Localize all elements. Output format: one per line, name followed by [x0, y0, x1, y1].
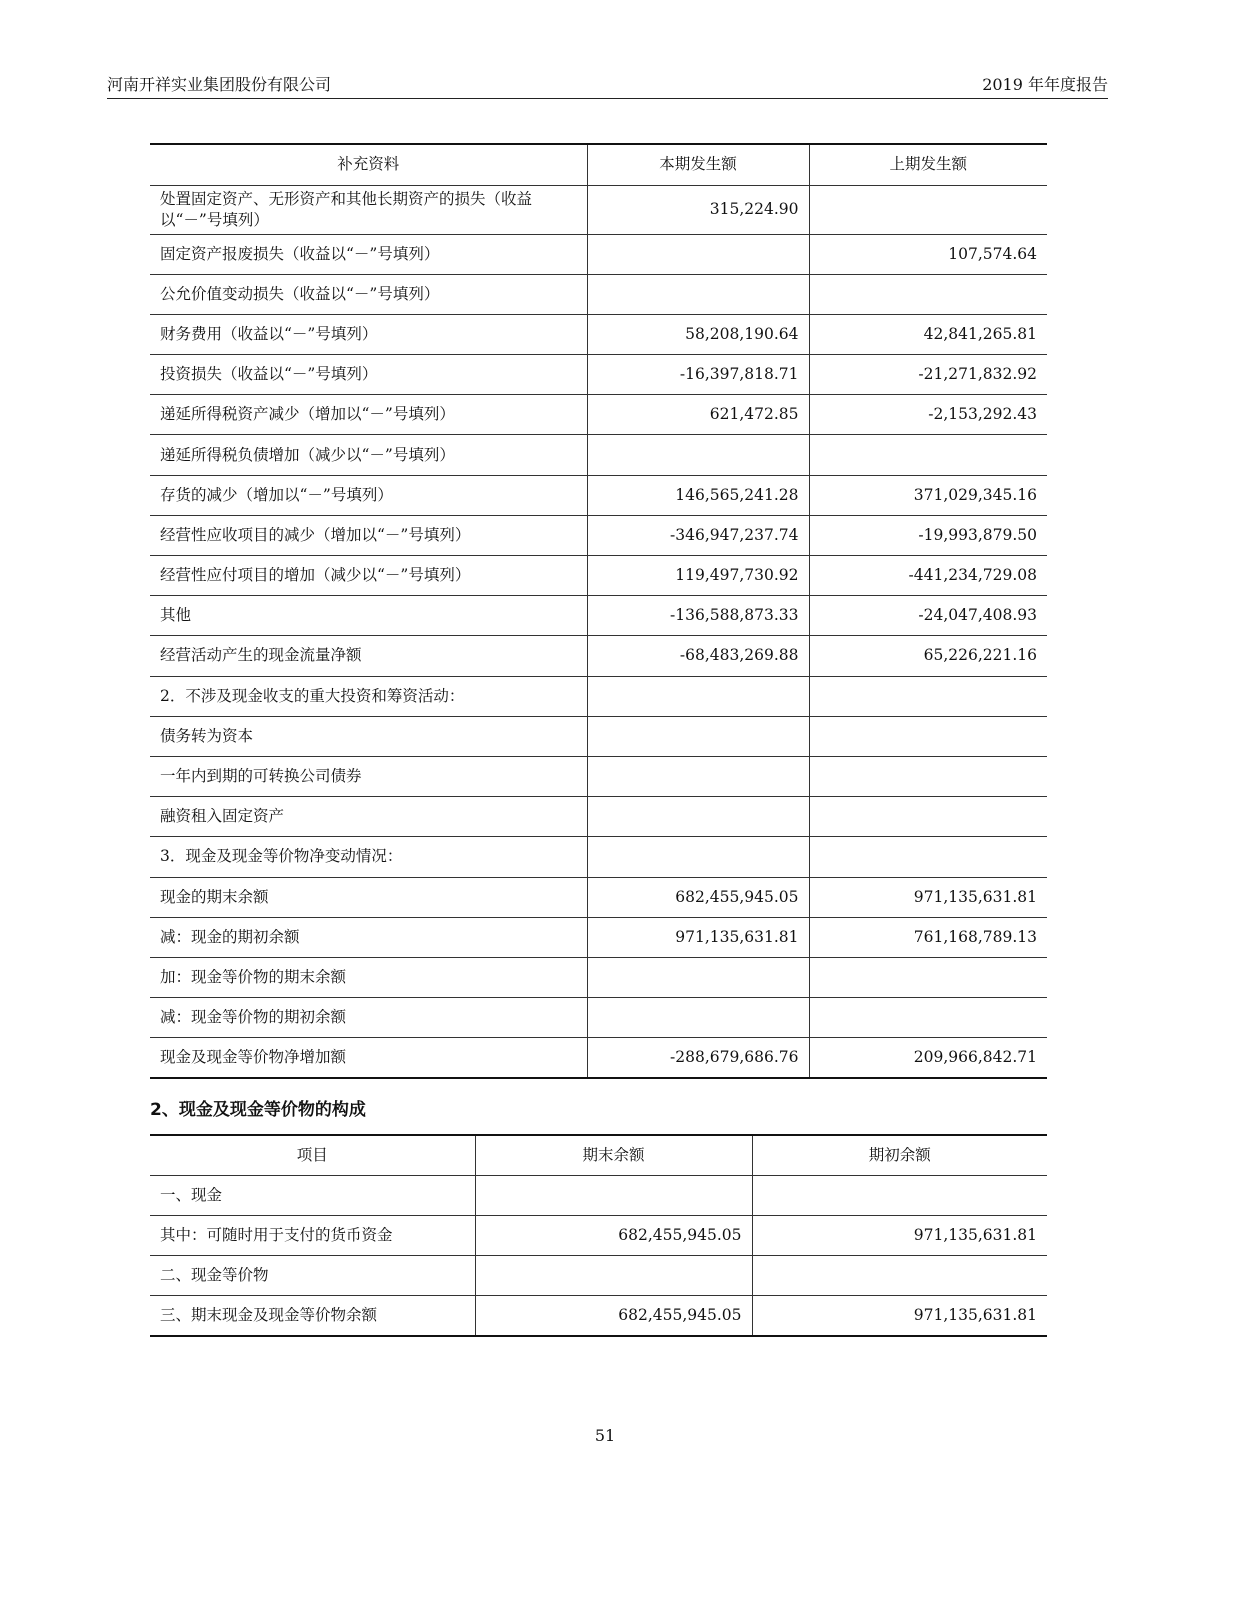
- value-cell: [475, 1256, 752, 1296]
- row-label: 经营性应付项目的增加（减少以“－”号填列）: [150, 556, 587, 596]
- table-row: [150, 716, 1047, 756]
- value-cell: [809, 185, 1047, 234]
- value-cell: 682,455,945.05: [475, 1296, 752, 1336]
- row-label: 经营性应收项目的减少（增加以“－”号填列）: [150, 515, 587, 555]
- row-label: 存货的减少（增加以“－”号填列）: [150, 475, 587, 515]
- company-name: 河南开祥实业集团股份有限公司: [107, 75, 332, 94]
- table-row: [150, 877, 1047, 917]
- row-label: 债务转为资本: [150, 716, 587, 756]
- table-row: [150, 1296, 1047, 1336]
- cash-equivalents-table: [150, 1134, 1047, 1337]
- row-label: 三、期末现金及现金等价物余额: [150, 1296, 475, 1336]
- row-label: 递延所得税资产减少（增加以“－”号填列）: [150, 395, 587, 435]
- value-cell: 146,565,241.28: [587, 475, 809, 515]
- value-cell: 682,455,945.05: [587, 877, 809, 917]
- table-row: [150, 1215, 1047, 1255]
- value-cell: [809, 957, 1047, 997]
- section-heading: 2、现金及现金等价物的构成: [150, 1100, 366, 1120]
- value-cell: -21,271,832.92: [809, 355, 1047, 395]
- column-header: 期末余额: [475, 1135, 752, 1175]
- table-row: [150, 435, 1047, 475]
- row-label: 经营活动产生的现金流量净额: [150, 636, 587, 676]
- table-header-row: [150, 144, 1047, 185]
- value-cell: 682,455,945.05: [475, 1215, 752, 1255]
- table-row: [150, 556, 1047, 596]
- table-row: [150, 837, 1047, 877]
- value-cell: [752, 1256, 1047, 1296]
- value-cell: 42,841,265.81: [809, 314, 1047, 354]
- row-label: 2．不涉及现金收支的重大投资和筹资活动：: [150, 676, 587, 716]
- value-cell: [587, 756, 809, 796]
- table-row: [150, 917, 1047, 957]
- row-label: 处置固定资产、无形资产和其他长期资产的损失（收益以“－”号填列）: [150, 185, 587, 234]
- value-cell: [809, 837, 1047, 877]
- table-row: [150, 636, 1047, 676]
- value-cell: [587, 998, 809, 1038]
- table-row: [150, 355, 1047, 395]
- row-label: 一年内到期的可转换公司债券: [150, 756, 587, 796]
- value-cell: [587, 234, 809, 274]
- value-cell: -16,397,818.71: [587, 355, 809, 395]
- row-label: 公允价值变动损失（收益以“－”号填列）: [150, 274, 587, 314]
- page-number: 51: [594, 1426, 616, 1445]
- column-header: 补充资料: [150, 144, 587, 185]
- table-row: [150, 957, 1047, 997]
- value-cell: [809, 274, 1047, 314]
- row-label: 其中：可随时用于支付的货币资金: [150, 1215, 475, 1255]
- column-header: 项目: [150, 1135, 475, 1175]
- table-header-row: [150, 1135, 1047, 1175]
- table-row: [150, 1175, 1047, 1215]
- column-header: 期初余额: [752, 1135, 1047, 1175]
- value-cell: 119,497,730.92: [587, 556, 809, 596]
- table-row: [150, 1256, 1047, 1296]
- value-cell: 621,472.85: [587, 395, 809, 435]
- value-cell: 971,135,631.81: [752, 1215, 1047, 1255]
- value-cell: 315,224.90: [587, 185, 809, 234]
- row-label: 递延所得税负债增加（减少以“－”号填列）: [150, 435, 587, 475]
- value-cell: -24,047,408.93: [809, 596, 1047, 636]
- value-cell: [752, 1175, 1047, 1215]
- row-label: 现金的期末余额: [150, 877, 587, 917]
- value-cell: [809, 756, 1047, 796]
- table-row: [150, 998, 1047, 1038]
- row-label: 现金及现金等价物净增加额: [150, 1038, 587, 1078]
- row-label: 减：现金等价物的期初余额: [150, 998, 587, 1038]
- value-cell: [587, 274, 809, 314]
- table-row: [150, 314, 1047, 354]
- value-cell: [809, 676, 1047, 716]
- value-cell: 761,168,789.13: [809, 917, 1047, 957]
- value-cell: [809, 998, 1047, 1038]
- row-label: 融资租入固定资产: [150, 797, 587, 837]
- column-header: 上期发生额: [809, 144, 1047, 185]
- value-cell: [587, 797, 809, 837]
- value-cell: 58,208,190.64: [587, 314, 809, 354]
- supplementary-info-table: [150, 143, 1047, 1079]
- row-label: 二、现金等价物: [150, 1256, 475, 1296]
- table-row: [150, 475, 1047, 515]
- value-cell: -2,153,292.43: [809, 395, 1047, 435]
- value-cell: -19,993,879.50: [809, 515, 1047, 555]
- row-label: 其他: [150, 596, 587, 636]
- row-label: 减：现金的期初余额: [150, 917, 587, 957]
- table-row: [150, 395, 1047, 435]
- row-label: 3．现金及现金等价物净变动情况：: [150, 837, 587, 877]
- value-cell: -136,588,873.33: [587, 596, 809, 636]
- table-row: [150, 797, 1047, 837]
- table-row: [150, 274, 1047, 314]
- value-cell: -441,234,729.08: [809, 556, 1047, 596]
- table-row: [150, 596, 1047, 636]
- value-cell: -288,679,686.76: [587, 1038, 809, 1078]
- row-label: 固定资产报废损失（收益以“－”号填列）: [150, 234, 587, 274]
- row-label: 财务费用（收益以“－”号填列）: [150, 314, 587, 354]
- table-row: [150, 234, 1047, 274]
- value-cell: [587, 676, 809, 716]
- table-row: [150, 756, 1047, 796]
- value-cell: [809, 435, 1047, 475]
- value-cell: 209,966,842.71: [809, 1038, 1047, 1078]
- value-cell: 971,135,631.81: [752, 1296, 1047, 1336]
- value-cell: 65,226,221.16: [809, 636, 1047, 676]
- value-cell: [809, 716, 1047, 756]
- row-label: 加：现金等价物的期末余额: [150, 957, 587, 997]
- value-cell: -68,483,269.88: [587, 636, 809, 676]
- value-cell: [587, 716, 809, 756]
- value-cell: 971,135,631.81: [809, 877, 1047, 917]
- value-cell: [587, 957, 809, 997]
- column-header: 本期发生额: [587, 144, 809, 185]
- value-cell: -346,947,237.74: [587, 515, 809, 555]
- row-label: 投资损失（收益以“－”号填列）: [150, 355, 587, 395]
- table-row: [150, 515, 1047, 555]
- table-row: [150, 185, 1047, 234]
- value-cell: [809, 797, 1047, 837]
- value-cell: [587, 837, 809, 877]
- page-header: [107, 72, 1108, 99]
- value-cell: [587, 435, 809, 475]
- value-cell: [475, 1175, 752, 1215]
- table-row: [150, 676, 1047, 716]
- value-cell: 971,135,631.81: [587, 917, 809, 957]
- row-label: 一、现金: [150, 1175, 475, 1215]
- value-cell: 371,029,345.16: [809, 475, 1047, 515]
- value-cell: 107,574.64: [809, 234, 1047, 274]
- table-row: [150, 1038, 1047, 1078]
- report-title: 2019 年年度报告: [982, 75, 1108, 94]
